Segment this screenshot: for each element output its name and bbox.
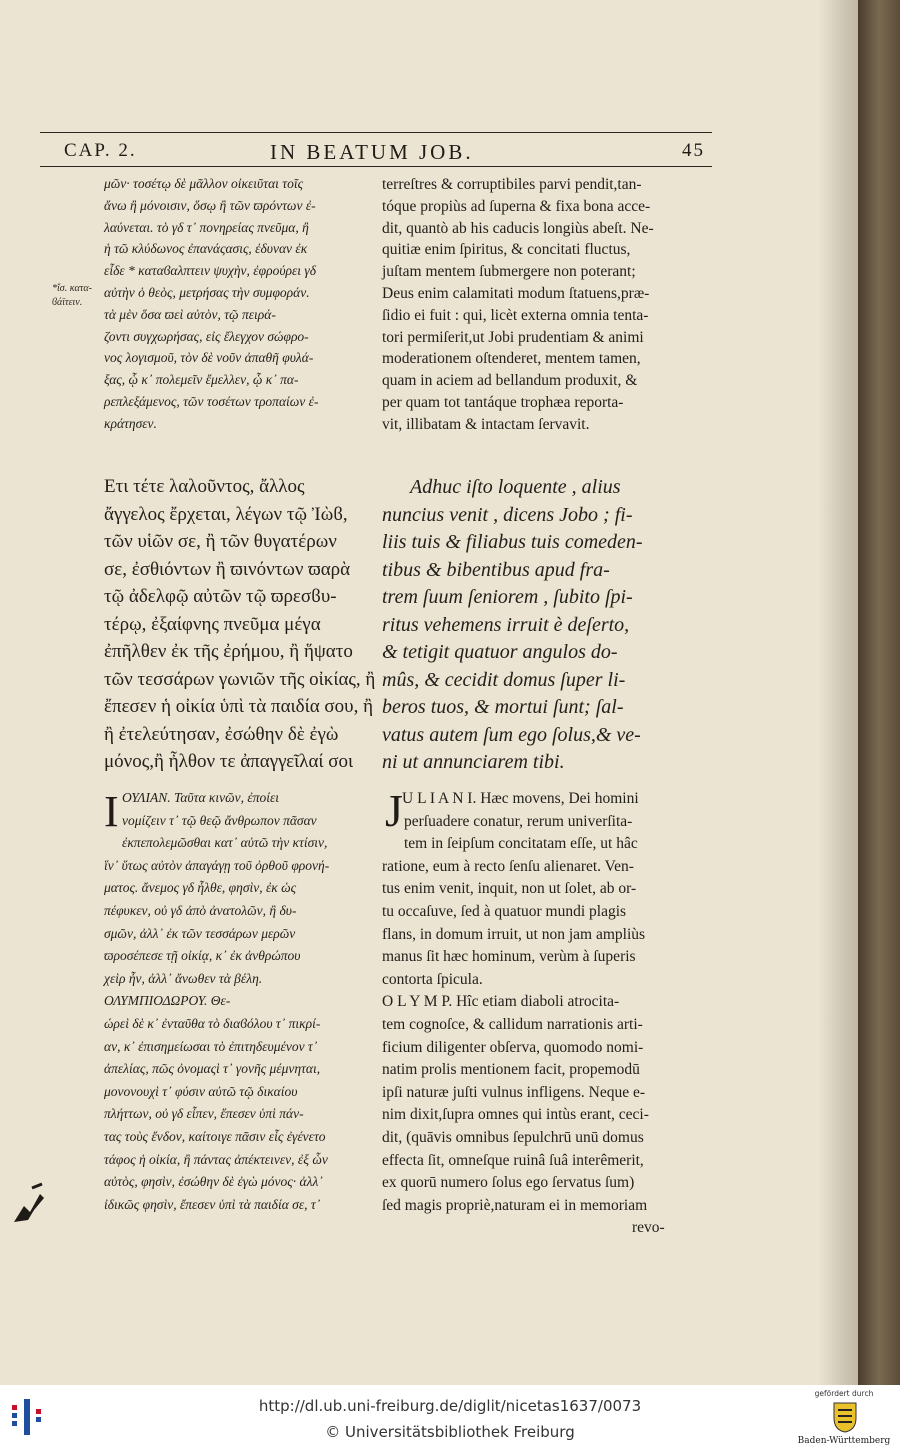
text-line: quitiæ enim ſpiritus, & concitati fluctus, <box>382 241 631 259</box>
text-line: & tetigit quatuor angulos do- <box>382 641 618 663</box>
document-url-link[interactable]: http://dl.ub.uni-freiburg.de/diglit/nicetas1637/0073 <box>258 1397 642 1415</box>
text-line: τάφος ἡ οἰκία, ἢ πάντας ἀπέκτεινεν, ἐξ ὧν <box>104 1151 328 1167</box>
text-line: tem cognoſce, & callidum narrationis arti- <box>382 1016 643 1033</box>
margin-note <box>52 282 92 310</box>
text-line: μονονουχὶ τ᾽ φύσιν αὐτῶ τῷ δικαίου <box>104 1083 298 1099</box>
sponsor-label: gefördert durch <box>814 1389 874 1398</box>
text-line: ἰδικῶς φησὶν, ἔπεσεν ὑπὶ τὰ παιδία σε, τ᾽ <box>104 1196 321 1212</box>
text-line: πέφυκεν, οὐ γδ ἀπὸ ἀνατολῶν, ἢ δυ- <box>104 903 297 918</box>
text-line: νομίζειν τ᾽ τῷ θεῷ ἄνθρωπον πᾶσαν <box>122 812 317 828</box>
text-line: vit, illibatam & intactam ſervavit. <box>382 415 590 433</box>
copyright-text: © Universitätsbibliothek Freiburg <box>325 1423 575 1441</box>
text-line: ἐπῆλθεν ἐκ τῆς ἐρήμου, ἢ ἥψατο <box>104 641 353 662</box>
text-line: effecta ſit, omneſque ruinâ ſuâ interêmerit, <box>382 1151 644 1169</box>
text-line: τας τοὺς ἔνδον, καίτοιγε πᾶσιν εἷς ἐγένετο <box>104 1129 326 1144</box>
text-line: tem in ſeipſum concitatam eſſe, ut hâc <box>404 835 638 853</box>
text-line: ratione, eum à recto ſenſu alienaret. Ven- <box>382 857 634 875</box>
text-line: σε, ἐσθιόντων ἢ ϖινόντων ϖαρὰ <box>104 558 351 580</box>
text-line: mûs, & cecidit domus ſuper li- <box>382 668 626 691</box>
page-number: 45 <box>682 140 705 161</box>
text-line: κράτησεν. <box>104 415 157 431</box>
text-line: τὰ μὲν ὅσα ϖεὶ αὐτὸν, τῷ πειρά- <box>104 306 276 322</box>
footer-bar <box>0 1385 900 1448</box>
text-line: πλήττων, οὐ γδ εἶπεν, ἔπεσεν ὑπὶ πάν- <box>104 1106 304 1122</box>
text-line: ἔπεσεν ἡ οἰκία ὑπὶ τὰ παιδία σου, ἢ <box>104 696 374 717</box>
sponsor-name: Baden-Württemberg <box>797 1436 891 1446</box>
text-line: σμῶν, ἀλλ᾽ ἐκ τῶν τεσσάρων μερῶν <box>104 925 296 941</box>
text-line: μῶν· τοσέτῳ δὲ μᾶλλον οἰκειῦται τοῖς <box>104 176 304 191</box>
text-line: tóque propiùs ad ſuperna & fixa bona acce- <box>382 197 651 215</box>
text-line: ficium diligenter obſerva, quomodo nomi- <box>382 1038 644 1056</box>
text-line: ni ut annunciarem tibi. <box>382 751 565 773</box>
text-line: τῶν τεσσάρων γωνιῶν τῆς οἰκίας, ἢ <box>104 668 376 690</box>
text-line: tu occaſuve, ſed à quatuor mundi plagis <box>382 903 627 920</box>
scan-edge <box>858 0 900 1385</box>
text-line: Deus enim calamitati modum ſtatuens,præ- <box>382 285 650 302</box>
text-line: τῶν υἱῶν σε, ἢ τῶν θυγατέρων <box>104 531 337 552</box>
text-line: ΟΛΥΜΠΙΟΔΩΡΟΥ. Θε- <box>104 993 231 1009</box>
text-line: ἵν᾽ ὕτως αὐτὸν ἀπαγάγῃ τοῦ ὀρθοῦ φρονή- <box>104 857 330 873</box>
text-line: nuncius venit , dicens Jobo ; fi- <box>382 503 633 526</box>
text-line: dit, (quāvis omnibus ſepulchrū unū domus <box>382 1129 644 1146</box>
text-line: εἶδε * καταϐαλπτειν ψυχὴν, ἐφρούρει γδ <box>104 263 317 279</box>
text-line: revo- <box>632 1219 665 1237</box>
text-line: ματος. ἄνεμος γδ ἦλθε, φησὶν, ἐκ ὡς <box>104 880 297 896</box>
text-line: αν, κ᾽ ἐπισημείωσαι τὸ ἐπιτηδευμένον τ᾽ <box>104 1038 318 1054</box>
text-line: perſuadere conatur, rerum univerſita- <box>404 812 633 830</box>
text-line: moderationem oſtenderet, mentem tamen, <box>382 350 641 368</box>
greek-dropcap: I <box>104 787 119 836</box>
text-line: tibus & bibentibus apud fra- <box>382 558 610 581</box>
header-rule-bottom <box>40 166 712 167</box>
text-line: Adhuc iſto loquente , alius <box>410 476 621 498</box>
text-line: ώρεὶ δὲ κ᾽ ἐνταῦθα τὸ διαϐόλου τ᾽ πικρί- <box>104 1016 321 1031</box>
latin-dropcap: J <box>385 785 403 836</box>
text-line: ϖροσέπεσε τῇ οἰκίᾳ, κ᾽ ἐκ ἀνθρώπου <box>104 948 301 964</box>
text-line: U L I A N I. Hæc movens, Dei homini <box>402 790 639 807</box>
text-line: dit, quantò ab his caducis longiùs abeſt. Ne- <box>382 219 654 237</box>
header-rule-top <box>40 132 712 133</box>
text-line: ἄνω ἢ μόνοισιν, ὅσῳ ἢ τῶν ϖρόντων ἐ- <box>104 197 316 213</box>
text-line: ſed magis propriè,naturam ei in memoriam <box>382 1196 648 1214</box>
text-line: ἐκπεπολεμῶσθαι κατ᾽ αὐτῶ τὴν κτίσιν, <box>122 835 328 851</box>
sponsor-block <box>797 1389 891 1447</box>
text-line: ζοντι συγχωρήσας, εἰς ἔλεγχον σώφρο- <box>104 328 309 344</box>
text-line: Ετι τέτε λαλοῦντος, ἄλλος <box>104 476 305 497</box>
text-line: ritus vehemens irruit è deſerto, <box>382 613 630 636</box>
text-line: ξας, ᾧ κ᾽ πολεμεῖν ἔμελλεν, ᾧ κ᾽ πα- <box>104 372 299 388</box>
running-title: IN BEATUM JOB. <box>270 140 474 164</box>
text-line: quam in aciem ad bellandum produxit, & <box>382 372 638 390</box>
text-line: nim dixit,ſupra omnes qui intùs erant, ceci- <box>382 1106 649 1124</box>
text-line: χεὶρ ἦν, ἀλλ᾽ ἄνωθεν τὰ βέλη. <box>104 970 263 986</box>
text-line: vatus autem ſum ego ſolus,& ve- <box>382 723 641 746</box>
text-line: manus ſit hæc hominum, verùm à ſuperis <box>382 948 636 966</box>
text-line: trem ſuum ſeniorem , ſubito ſpi- <box>382 586 633 608</box>
text-line: ρεπλεξάμενος, τῶν τοσέτων τροπαίων ἐ- <box>104 394 319 409</box>
text-line: terreſtres & corruptibiles parvi pendit,tan- <box>382 176 642 193</box>
text-line: ſidio ei fuit : qui, licèt externa omnia tenta- <box>382 306 649 324</box>
text-line: τέρῳ, ἐξαίφνης πνεῦμα μέγα <box>104 613 321 635</box>
text-line: ipſi naturæ juſti vulnus infligens. Neque e- <box>382 1083 646 1101</box>
text-line: τῷ ἀδελφῷ αὐτῶν τῷ ϖρεσϐυ- <box>104 586 337 607</box>
margin-note-line: ϐάϊτειν. <box>52 297 83 308</box>
text-line: ex quorū numero ſolus ego ſervatus ſum) <box>382 1174 635 1192</box>
text-line: αὐτὴν ὁ θεὸς, μετρήσας τὴν συμφοράν. <box>104 285 310 300</box>
chapter-label: CAP. 2. <box>64 140 137 161</box>
text-line: tus enim venit, inquit, non ut ſolet, ab or- <box>382 880 637 898</box>
ink-flourish-mark <box>10 1180 50 1230</box>
text-line: tori permiſerit,ut Jobi prudentiam & animi <box>382 328 644 346</box>
margin-note-line: *ἴσ. κατα- <box>52 283 92 294</box>
text-line: ΟΥΛΙΑΝ. Ταῦτα κινῶν, ἐποίει <box>122 790 280 805</box>
text-line: μόνος,ἢ ἦλθον τε ἀπαγγεῖλαί σοι <box>104 751 354 772</box>
text-line: λαύνεται. τὸ γδ τ᾽ πονηρείας πνεῦμα, ἢ <box>104 219 309 235</box>
text-line: per quam tot tantáque trophæa reporta- <box>382 394 624 411</box>
text-line: flans, in domum irruit, ut non jam ampliùs <box>382 925 646 943</box>
text-line: ἄγγελος ἔρχεται, λέγων τῷ Ἰὼϐ, <box>104 503 348 525</box>
text-line: ἀπελίας, πῶς ὀνομαςὶ τ᾽ γονῆς μέμνηται, <box>104 1061 321 1077</box>
text-line: ἢ ἐτελεύτησαν, ἐσώθην δὲ ἐγὼ <box>104 723 339 745</box>
text-line: O L Y M P. Hîc etiam diaboli atrocita- <box>382 993 620 1011</box>
text-line: beros tuos, & mortui ſunt; ſal- <box>382 696 624 718</box>
text-line: νος λογισμοῦ, τὸν δὲ νοῦν ἀπαθῆ φυλά- <box>104 350 314 366</box>
text-line: natim prolis mentionem facit, propemodū <box>382 1061 640 1079</box>
text-line: contorta ſpicula. <box>382 970 483 988</box>
text-line: αὐτὸς, φησὶν, ἐσώθην δὲ ἐγὼ μόνος· ἀλλ᾽ <box>104 1174 323 1190</box>
text-line: ἡ τῶ κλύδωνος ἐπανάςασις, ἐδυναν ἐκ <box>104 241 308 257</box>
text-line: liis tuis & filiabus tuis comeden- <box>382 531 643 553</box>
text-line: juſtam mentem ſubmergere non poterant; <box>382 263 636 281</box>
coat-of-arms-icon <box>831 1400 859 1434</box>
page-shadow <box>818 0 858 1385</box>
